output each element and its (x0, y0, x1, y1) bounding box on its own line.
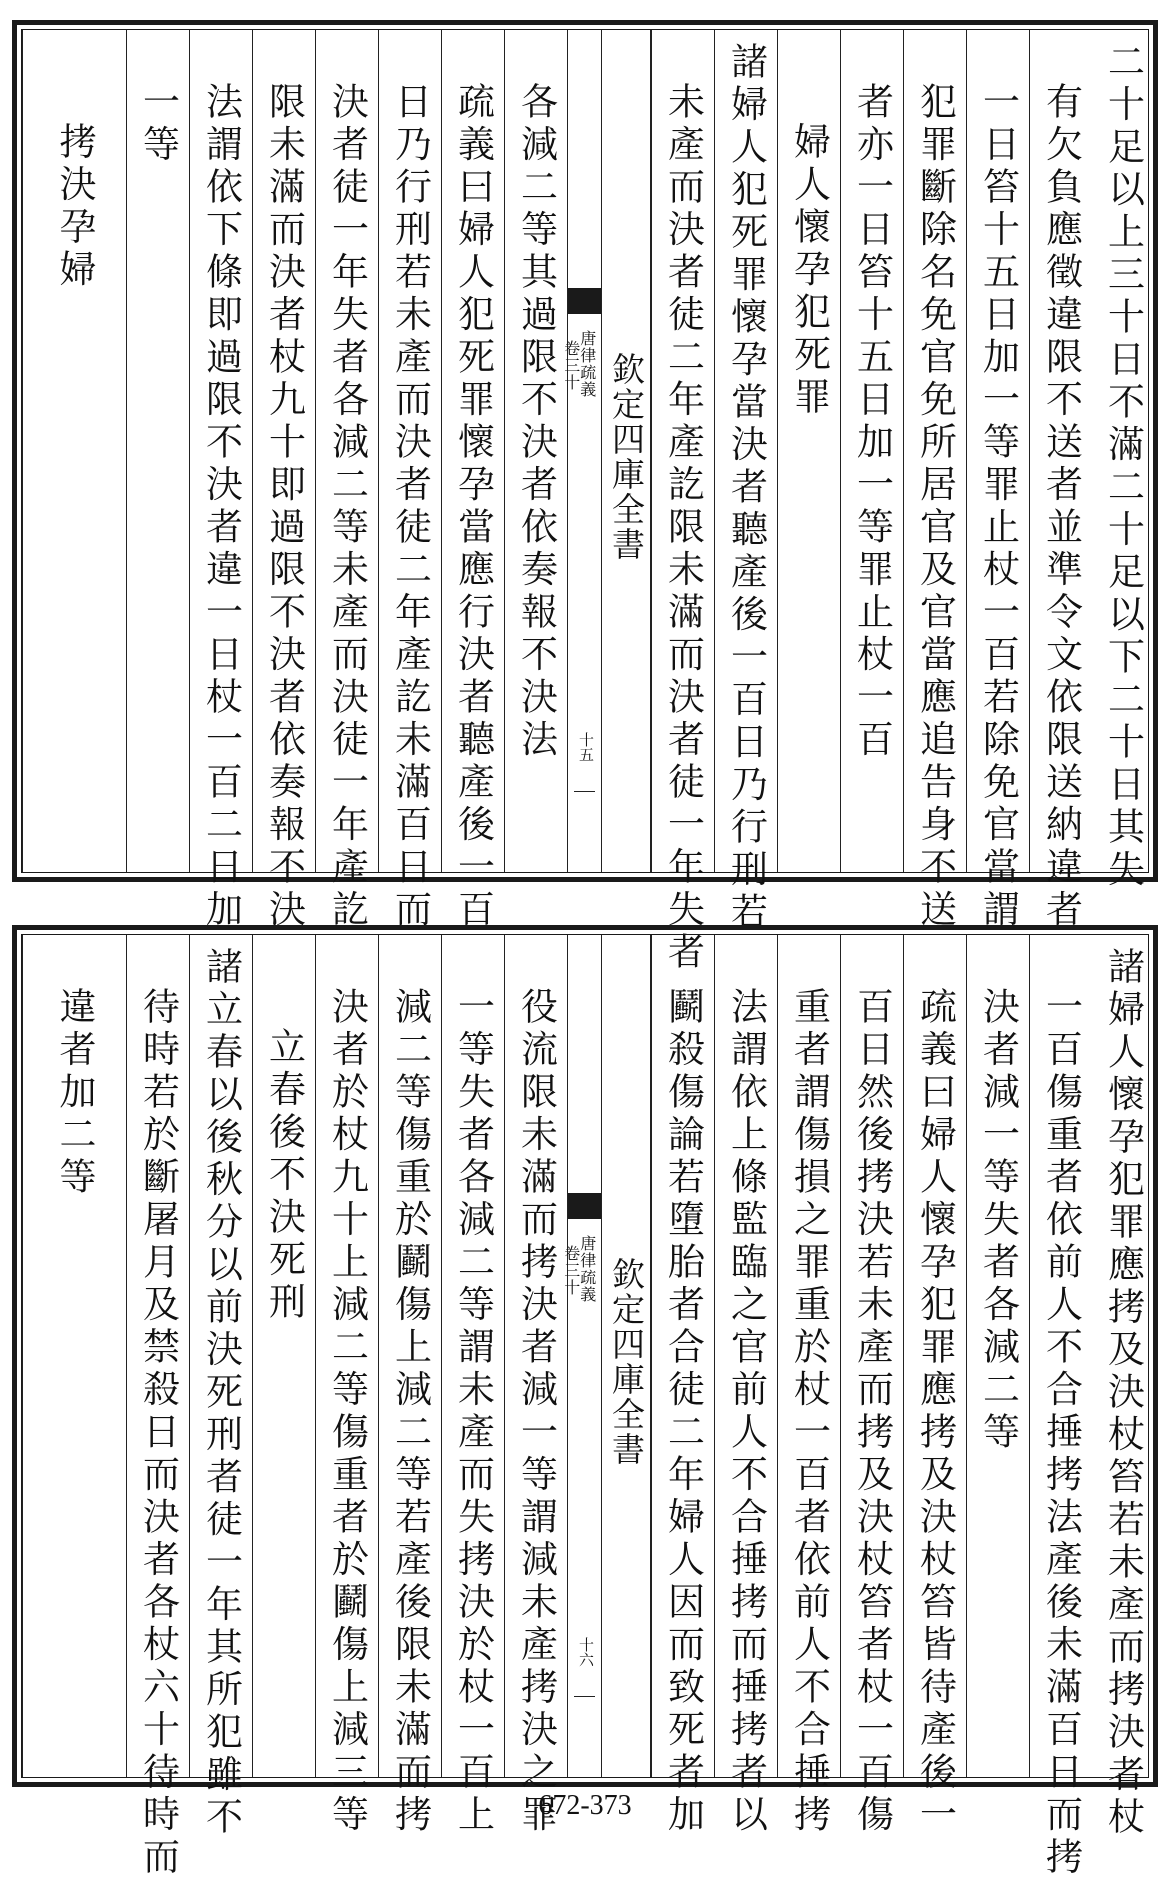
p2-column (714, 935, 777, 1837)
p2-l3: 減二等傷重於鬬傷上減二等若產後限未滿而拷 (388, 987, 432, 1837)
p2-r1: 諸婦人懷孕犯罪應拷及決杖笞若未產而拷決者杖 (1101, 947, 1145, 1840)
p1-column (126, 30, 189, 872)
p2-l8: 違者加二等 (53, 987, 96, 1200)
p2-column (840, 935, 903, 1837)
book-page-1 (12, 20, 1158, 975)
p1-column (504, 30, 567, 872)
p2-volume: 卷三十 (561, 1245, 581, 1296)
p1-center-side (561, 30, 602, 872)
p2-work-title: 唐律疏義 (577, 1235, 597, 1303)
p2-r2: 一百傷重者依前人不合捶拷法產後未滿百日而拷 (1039, 987, 1083, 1880)
p2-l5-heading: 立春後不決死刑 (262, 1027, 306, 1325)
p2-column (441, 935, 504, 1837)
scan-page-label: 672-373 (538, 1790, 632, 1821)
p1-r2: 有欠負應徵違限不送者並準令文依限送納違者 (1039, 82, 1083, 932)
p2-column (903, 935, 966, 1837)
p2-center-side (561, 935, 602, 1777)
p1-r4: 犯罪斷除名免官免所居官及官當應追告身不送 (913, 82, 957, 932)
p2-column (22, 935, 126, 1777)
p1-column (903, 30, 966, 932)
p1-center-rule (574, 791, 595, 792)
p2-column (1029, 935, 1092, 1880)
p1-r1: 二十足以上三十日不滿二十足以下二十日其失 (1101, 42, 1145, 892)
p1-r8: 未產而決者徒二年產訖限未滿而決者徒一年失者 (661, 82, 705, 975)
p2-r8: 鬬殺傷論若墮胎者合徒二年婦人因而致死者加 (661, 987, 705, 1837)
p1-column (378, 30, 441, 932)
p2-column (378, 935, 441, 1837)
p1-l8-heading: 拷決孕婦 (53, 122, 96, 292)
p1-column (441, 30, 504, 932)
p2-column (504, 935, 567, 1837)
p2-column (1092, 935, 1154, 1840)
p1-column (966, 30, 1029, 932)
p2-book-title: 欽定四庫全書 (607, 1257, 646, 1467)
p1-l2: 疏義曰婦人犯死罪懷孕當應行決者聽產後一百 (451, 82, 495, 932)
p1-volume: 卷三十 (561, 340, 581, 391)
p2-l1: 役流限未滿而拷決者減一等謂減未產拷決之罪 (514, 987, 558, 1837)
p1-r5: 者亦一日笞十五日加一等罪止杖一百 (850, 82, 894, 762)
p1-column (22, 30, 126, 872)
p2-column (189, 935, 252, 1840)
p2-column (315, 935, 378, 1837)
p2-l6: 諸立春以後秋分以前決死刑者徒一年其所犯雖不 (199, 947, 243, 1840)
p1-work-title: 唐律疏義 (577, 330, 597, 398)
p2-column (966, 935, 1029, 1777)
p1-column (252, 30, 315, 932)
p1-l5: 限未滿而決者杖九十即過限不決者依奏報不決 (262, 82, 306, 932)
p2-column (126, 935, 189, 1880)
p1-l6: 法謂依下條即過限不決者違一日杖一百二日加 (199, 82, 243, 932)
p2-l4: 決者於杖九十上減二等傷重者於鬬傷上減三等 (325, 987, 369, 1837)
p2-fish-tail-mark (568, 1193, 601, 1219)
p1-column (777, 30, 840, 872)
p1-r3: 一日笞十五日加一等罪止杖一百若除免官當謂 (976, 82, 1020, 932)
p1-column (714, 30, 777, 935)
p1-column (1092, 30, 1154, 892)
p1-r6-heading: 婦人懷孕犯死罪 (787, 122, 831, 420)
p1-r7: 諸婦人犯死罪懷孕當決者聽產後一百日乃行刑若 (724, 42, 768, 935)
p2-page-number: 十六 (577, 1637, 595, 1667)
p1-l7: 一等 (136, 82, 180, 167)
p1-l3: 日乃行刑若未產而決者徒二年產訖未滿百日而 (388, 82, 432, 932)
p1-center-fold (561, 30, 651, 872)
p1-book-title: 欽定四庫全書 (607, 352, 646, 562)
p2-r5: 百日然後拷決若未產而拷及決杖笞者杖一百傷 (850, 987, 894, 1837)
p1-column (651, 30, 714, 975)
p1-column (1029, 30, 1092, 932)
p2-r6: 重者謂傷損之罪重於杖一百者依前人不合捶拷 (787, 987, 831, 1837)
p2-l7: 待時若於斷屠月及禁殺日而決者各杖六十待時而 (136, 987, 180, 1880)
p2-column (777, 935, 840, 1837)
p1-column (840, 30, 903, 872)
p2-r7: 法謂依上條監臨之官前人不合捶拷而捶拷者以 (724, 987, 768, 1837)
p2-center-rule (574, 1696, 595, 1697)
p2-column (252, 935, 315, 1777)
p1-column (315, 30, 378, 932)
p1-page-number: 十五 (577, 732, 595, 762)
p1-fish-tail-mark (568, 288, 601, 314)
p2-r4: 疏義曰婦人懷孕犯罪應拷及決杖笞皆待產後一 (913, 987, 957, 1837)
p2-r3: 決者減一等失者各減二等 (976, 987, 1020, 1455)
p1-l1: 各減二等其過限不決者依奏報不決法 (514, 82, 558, 762)
p1-column (189, 30, 252, 932)
p2-center-fold (561, 935, 651, 1777)
p1-l4: 決者徒一年失者各減二等未產而決徒一年產訖 (325, 82, 369, 932)
p2-column (651, 935, 714, 1837)
page-1-frame (21, 29, 1149, 975)
p2-l2: 一等失者各減二等謂未產而失拷決於杖一百上 (451, 987, 495, 1837)
